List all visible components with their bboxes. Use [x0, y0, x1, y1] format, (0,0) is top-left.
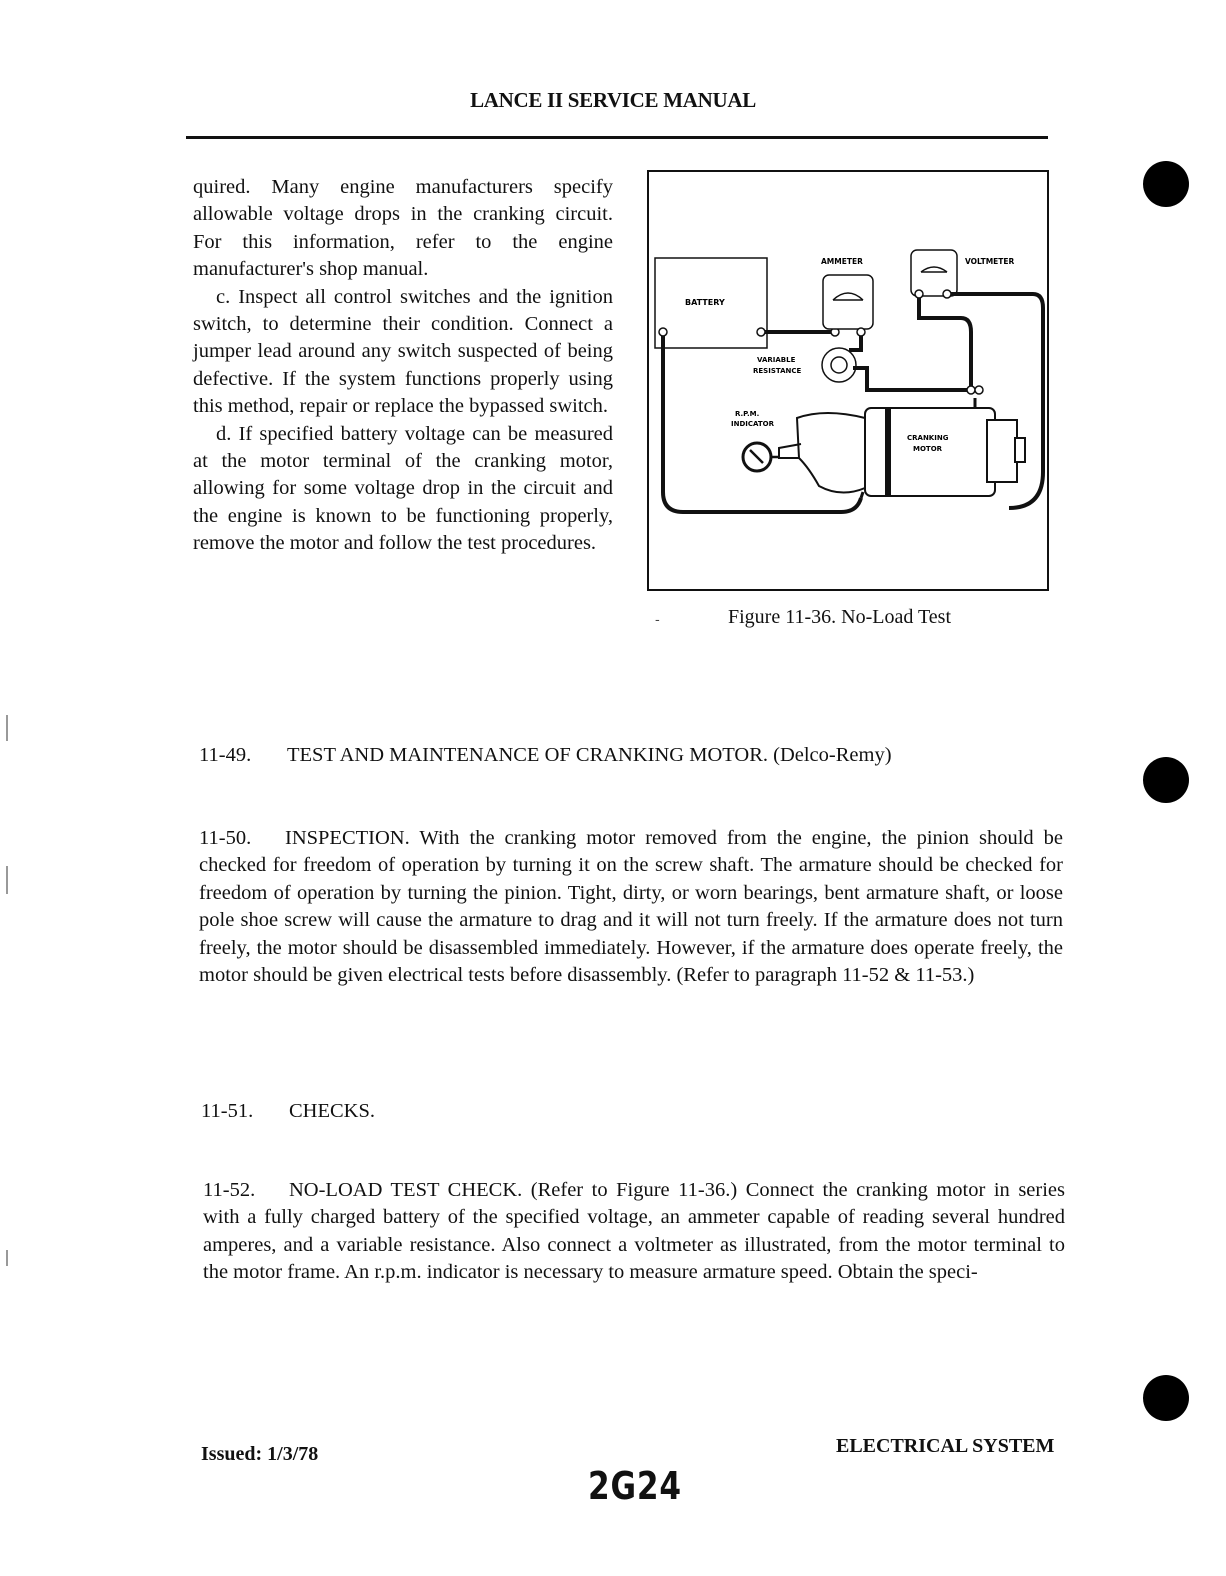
section-body: NO-LOAD TEST CHECK. (Refer to Figure 11-36.) Connect the cranking motor in series with a fully charged battery of the specified voltage, an ammeter capable of reading several hundred amperes, and a variable resistance. Also connect a voltmeter as illustrated, from the motor terminal to the motor frame. An r.p.m. indicator is necessary to measure armature speed. Obtain the speci- [203, 1179, 1065, 1284]
ammeter-label: AMMETER [821, 257, 863, 266]
voltmeter [911, 250, 957, 296]
voltmeter-label: VOLTMETER [965, 257, 1015, 266]
scan-mark [6, 1250, 8, 1266]
scan-mark [6, 715, 8, 741]
paragraph-c: c. Inspect all control switches and the ignition switch, to determine their condition. Connect a jumper lead around any switch suspected of being defective. If the system functions properly using this method, repair or replace the bypassed switch. [193, 285, 613, 418]
cranking-motor-label-2: MOTOR [913, 445, 943, 453]
page-code: 2G24 [588, 1464, 682, 1508]
section-11-52 [203, 1177, 1065, 1287]
section-11-50 [199, 825, 1063, 989]
rpm-indicator-label-1: R.P.M. [735, 410, 760, 418]
no-load-test-diagram [649, 172, 1051, 593]
section-11-49 [199, 744, 892, 767]
binder-hole-bottom [1143, 1375, 1189, 1421]
section-11-51 [201, 1100, 375, 1123]
ammeter [823, 275, 873, 329]
section-number: 11-51. [201, 1100, 254, 1122]
section-number: 11-50. [199, 827, 252, 849]
binder-hole-middle [1143, 757, 1189, 803]
paragraph-d: d. If specified battery voltage can be measured at the motor terminal of the cranking motor, allowing for some voltage drop in the circuit and the engine is known to be functioning properly, remove the motor and follow the test procedures. [193, 422, 613, 555]
section-body: INSPECTION. With the cranking motor removed from the engine, the pinion should be checked for freedom of operation by turning it on the screw shaft. The armature should be checked for freedom of operation by turning the pinion. Tight, dirty, or worn bearings, bent armature shaft, or loose pole shoe screw will cause the armature to drag and it will not turn freely. If the armature does not turn freely, the motor should be disassembled immediately. However, if the armature does operate freely, the motor should be given electrical tests before disassembly. (Refer to paragraph 11-52 & 11-53.) [199, 827, 1063, 987]
cranking-motor-label-1: CRANKING [907, 434, 949, 442]
variable-resistance-label-1: VARIABLE [757, 356, 796, 364]
scan-mark [6, 866, 8, 894]
issued-date: Issued: 1/3/78 [201, 1443, 319, 1465]
variable-resistance-label-2: RESISTANCE [753, 367, 802, 375]
page-header-title: LANCE II SERVICE MANUAL [470, 88, 756, 112]
figure-caption: Figure 11-36. No-Load Test [728, 606, 952, 628]
section-heading: CHECKS. [289, 1100, 376, 1122]
paragraph-continued: quired. Many engine manufacturers specify allowable voltage drops in the cranking circuit. For this information, refer to the engine manufacturer's shop manual. [193, 176, 613, 281]
battery-terminal-neg [659, 328, 667, 336]
section-heading: TEST AND MAINTENANCE OF CRANKING MOTOR. (Delco-Remy) [287, 744, 892, 766]
pinion-housing [797, 413, 865, 493]
left-column-text [193, 174, 613, 558]
footer-section-name: ELECTRICAL SYSTEM [836, 1435, 1055, 1457]
variable-resistance [822, 348, 856, 382]
caption-dash: - [655, 612, 660, 628]
rpm-indicator-label-2: INDICATOR [731, 420, 775, 428]
figure-no-load-test [647, 170, 1049, 591]
section-number: 11-52. [203, 1179, 256, 1201]
battery-terminal-pos [757, 328, 765, 336]
battery-label: BATTERY [685, 298, 725, 307]
binder-hole-top [1143, 161, 1189, 207]
header-rule [186, 136, 1048, 139]
section-number: 11-49. [199, 744, 252, 766]
